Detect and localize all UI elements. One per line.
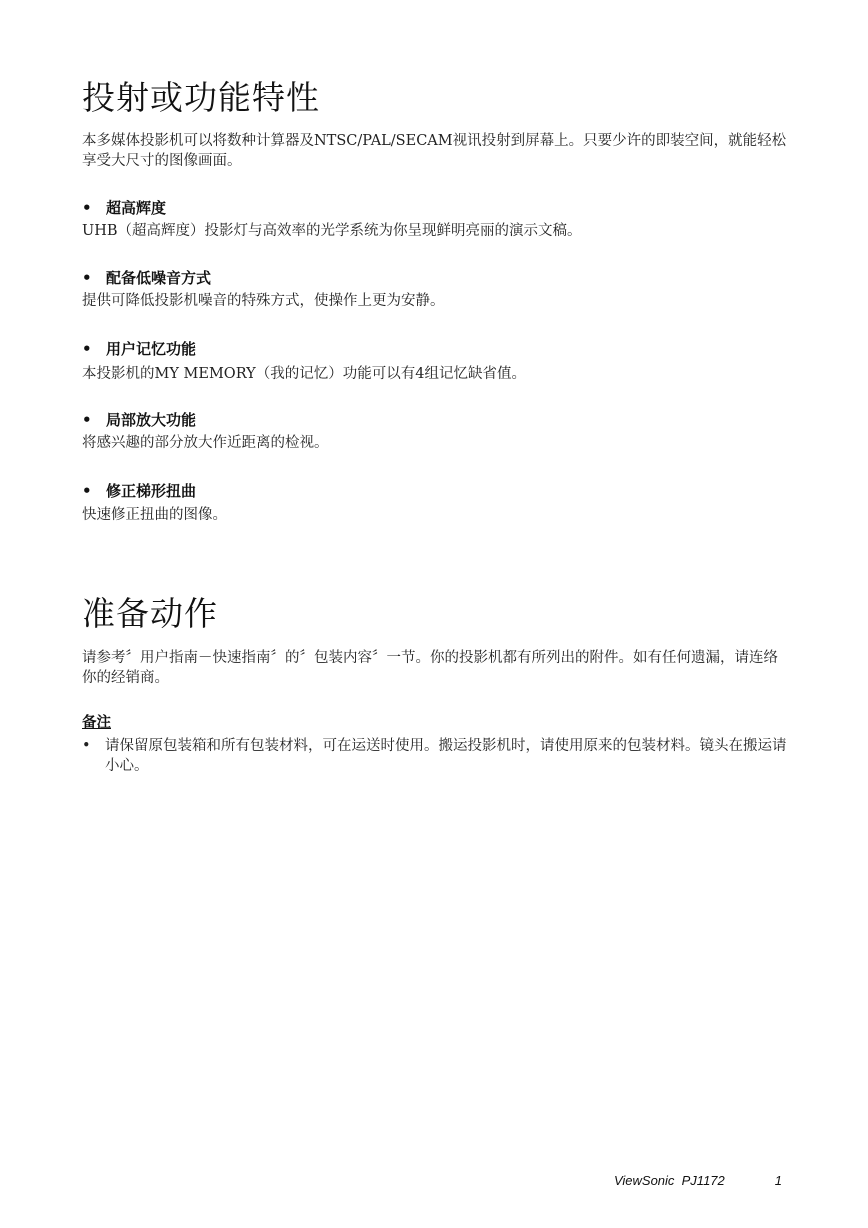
feature-desc-zoom: 将感兴趣的部分放大作近距离的检视。 (82, 435, 329, 451)
feature-title-text: 配备低噪音方式 (106, 269, 212, 287)
feature-title-text: 局部放大功能 (106, 411, 197, 429)
bullet-icon: • (82, 269, 92, 287)
bullet-icon: • (82, 199, 92, 217)
preparation-intro-paragraph: 请参考〞用户指南－快速指南〞的〞包装内容〞一节。你的投影机都有所列出的附件。如有任何遗漏，请连络你的经销商。 (82, 650, 778, 686)
bullet-icon: • (82, 411, 92, 429)
feature-desc-uhb: UHB（超高辉度）投影灯与高效率的光学系统为你呈现鲜明亮丽的演示文稿。 (82, 223, 582, 239)
feature-title-text: 用户记忆功能 (106, 340, 197, 358)
section-title-features: 投射或功能特性 (82, 78, 320, 117)
feature-title-keystone (82, 481, 196, 501)
bullet-icon: • (82, 738, 91, 754)
feature-title-text: 修正梯形扭曲 (106, 482, 197, 500)
note-label: 备注 (82, 715, 111, 731)
feature-title-text: 超高辉度 (106, 199, 167, 217)
feature-desc-user-memory: 本投影机的MY MEMORY（我的记忆）功能可以有4组记忆缺省值。 (82, 366, 526, 382)
feature-desc-keystone: 快速修正扭曲的图像。 (82, 507, 227, 523)
page-footer (614, 1172, 782, 1190)
note-item (82, 736, 788, 776)
feature-title-user-memory (82, 339, 196, 359)
footer-brand: ViewSonic PJ1172 (613, 1173, 725, 1188)
feature-title-low-noise (82, 268, 211, 288)
feature-desc-low-noise: 提供可降低投影机噪音的特殊方式，使操作上更为安静。 (82, 293, 445, 309)
features-intro-paragraph: 本多媒体投影机可以将数种计算器及NTSC/PAL/SECAM视讯投射到屏幕上。只要少许的即装空间，就能轻松享受大尺寸的图像画面。 (82, 133, 787, 169)
bullet-icon: • (82, 340, 92, 358)
bullet-icon: • (82, 482, 92, 500)
feature-title-zoom (82, 410, 196, 430)
feature-title-uhb (82, 198, 166, 218)
page-number: 1 (774, 1173, 782, 1188)
section-title-preparation: 准备动作 (82, 594, 218, 633)
note-text: 请保留原包装箱和所有包装材料，可在运送时使用。搬运投影机时，请使用原来的包装材料。镜头在搬运请小心。 (105, 738, 787, 774)
